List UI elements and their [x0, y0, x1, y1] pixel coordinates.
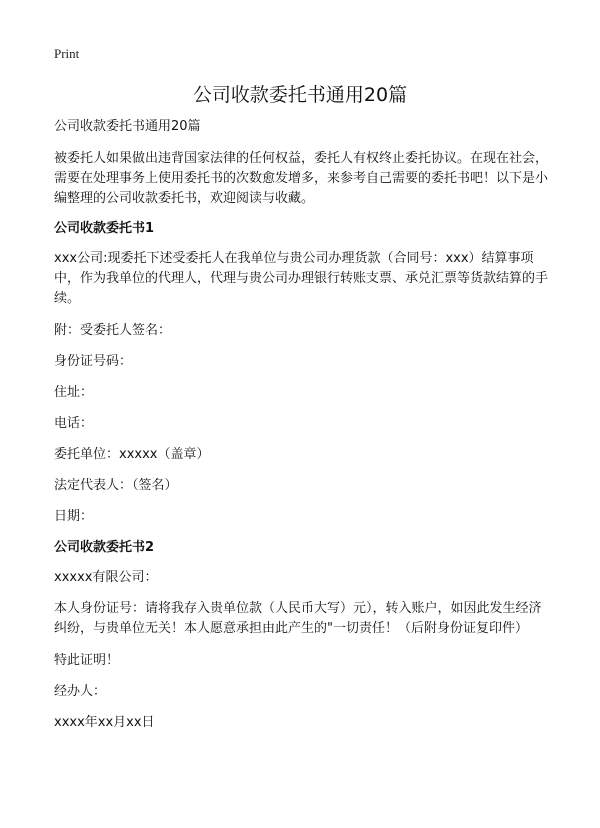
page-title: 公司收款委托书通用20篇 — [192, 84, 408, 106]
document-body — [54, 117, 554, 744]
field-date: 日期： — [54, 509, 94, 524]
section-heading: 公司收款委托书1 — [54, 221, 155, 236]
print-link[interactable]: Print — [54, 46, 80, 61]
field-signature: 附：受委托人签名： — [54, 323, 172, 338]
handler-line: 经办人： — [54, 684, 107, 699]
section-body: 本人身份证号：请将我存入贵单位款（人民币大写）元），转入账户，如因此发生经济纠纷，与贵单位无关！本人愿意承担由此产生的"一切责任！（后附身份证复印件） — [54, 601, 542, 636]
field-phone: 电话： — [54, 416, 94, 431]
date-line: xxxx年xx月xx日 — [54, 715, 155, 730]
document-subtitle: 公司收款委托书通用20篇 — [54, 119, 201, 134]
section-body: xxx公司:现委托下述受委托人在我单位与贵公司办理货款（合同号：xxx）结算事项中，作为我单位的代理人，代理与贵公司办理银行转账支票、承兑汇票等货款结算的手续。 — [54, 251, 549, 306]
field-address: 住址： — [54, 385, 94, 400]
field-legal-representative: 法定代表人：（签名） — [54, 478, 178, 493]
section-heading: 公司收款委托书2 — [54, 540, 155, 555]
field-id-number: 身份证号码： — [54, 354, 133, 369]
intro-paragraph: 被委托人如果做出违背国家法律的任何权益，委托人有权终止委托协议。在现在社会，需要在处理事务上使用委托书的次数愈发增多，来参考自己需要的委托书吧！以下是小编整理的公司收款委托书，欢迎阅读与收藏。 — [54, 151, 549, 206]
section-greeting: xxxxx有限公司： — [54, 570, 158, 585]
field-entrusting-unit: 委托单位：xxxxx（盖章） — [54, 447, 210, 462]
closing-statement: 特此证明！ — [54, 653, 120, 668]
